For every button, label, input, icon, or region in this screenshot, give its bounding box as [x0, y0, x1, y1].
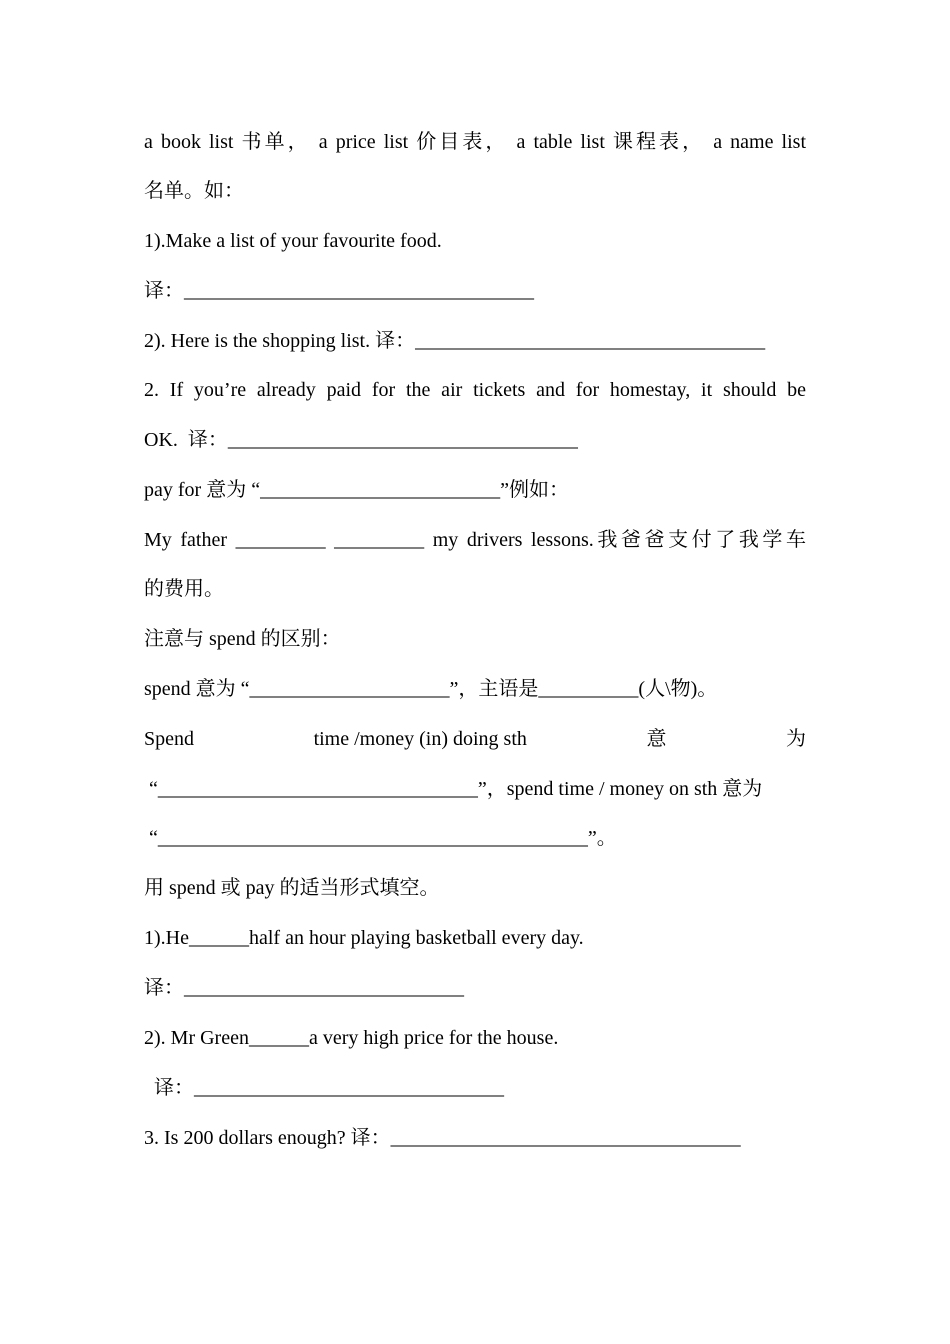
text-segment: 意 [646, 728, 667, 750]
text-line: 3. Is 200 dollars enough? 译：___________________________________ [144, 1127, 741, 1149]
translation-blank-line: 译：___________________________________ [144, 280, 534, 302]
text-line: 1).He______half an hour playing basketball every day. [144, 927, 584, 949]
text-segment: 为 [786, 728, 806, 750]
justified-line [144, 726, 806, 752]
text-line: “___________________________________________”。 [144, 827, 617, 849]
text-line: 名单。如： [144, 180, 244, 202]
text-line: spend 意为 “____________________”，主语是__________(人\物)。 [144, 678, 718, 700]
text-line: “________________________________”，spend time / money on sth 意为 [144, 778, 763, 800]
text-line: 2). Here is the shopping list. 译：___________________________________ [144, 330, 766, 352]
text-segment: time /money (in) doing sth [313, 728, 527, 750]
text-line: 注意与 spend 的区别： [144, 628, 341, 650]
text-line: pay for 意为 “________________________”例如： [144, 479, 569, 501]
text-line: 2. If you’re already paid for the air tickets and for homestay, it should be [144, 379, 806, 401]
text-line: a book list 书单， a price list 价目表， a table list 课程表， a name list [144, 131, 806, 153]
translation-blank-line: 译：____________________________ [144, 977, 464, 999]
text-line: 的费用。 [144, 578, 224, 600]
text-line: 1).Make a list of your favourite food. [144, 230, 442, 252]
text-line: My father _________ _________ my drivers lessons.我爸爸支付了我学车 [144, 529, 806, 551]
translation-blank-line: 译：_______________________________ [144, 1077, 504, 1099]
text-line: 2). Mr Green______a very high price for the house. [144, 1027, 559, 1049]
text-segment: Spend [144, 728, 194, 750]
text-line: OK. 译：___________________________________ [144, 429, 578, 451]
text-line: 用 spend 或 pay 的适当形式填空。 [144, 877, 440, 899]
